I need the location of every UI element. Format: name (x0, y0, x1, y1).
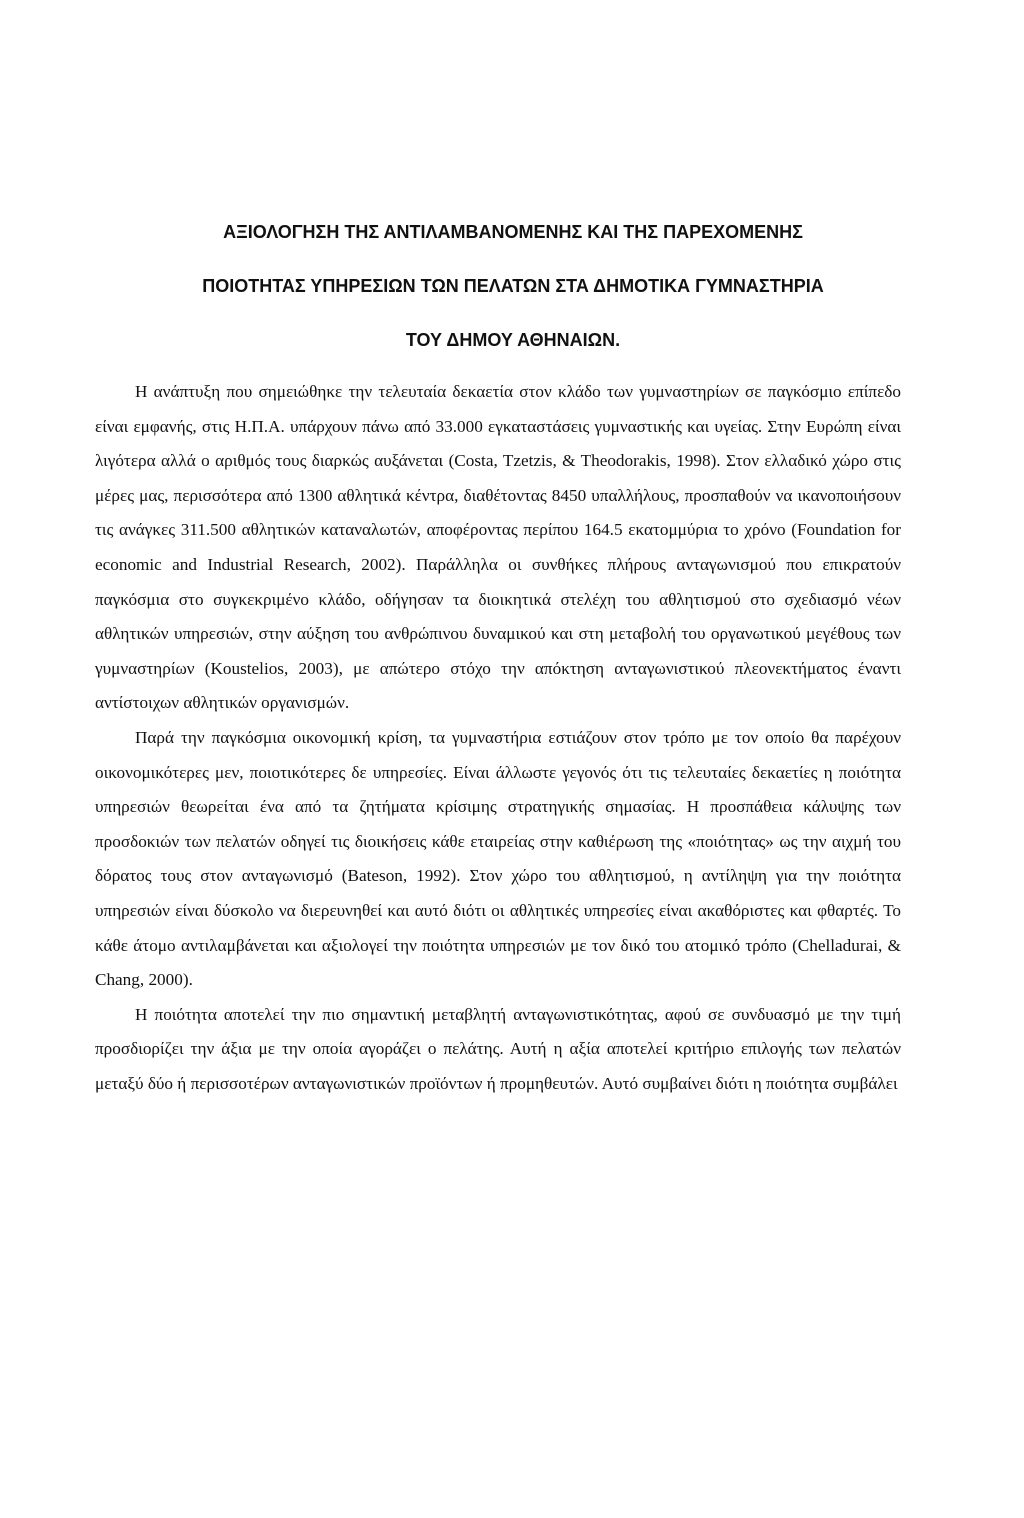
title-line-3: ΤΟΥ ΔΗΜΟΥ ΑΘΗΝΑΙΩΝ. (405, 330, 621, 350)
paragraph-1: Η ανάπτυξη που σημειώθηκε την τελευταία δεκαετία στον κλάδο των γυμναστηρίων σε παγκόσμιο επίπεδο είναι εμφανής, στις Η.Π.Α. υπάρχουν πάνω από 33.000 εγκαταστάσεις γυμναστικής και υγείας. Στην Ευρώπη είναι λιγότερα αλλά ο αριθμός τους διαρκώς αυξάνεται (Costa, Tzetzis, & Theodorakis, 1998). Στον ελλαδικό χώρο στις μέρες μας, περισσότερα από 1300 αθλητικά κέντρα, διαθέτοντας 8450 υπαλλήλους, προσπαθούν να ικανοποιήσουν τις ανάγκες 311.500 αθλητικών καταναλωτών, αποφέροντας περίπου 164.5 εκατομμύρια το χρόνο (Foundation for economic and Industrial Research, 2002). Παράλληλα οι συνθήκες πλήρους ανταγωνισμού που επικρατούν παγκόσμια στο συγκεκριμένο κλάδο, οδήγησαν τα διοικητικά στελέχη του αθλητισμού στο σχεδιασμό νέων αθλητικών υπηρεσιών, στην αύξηση του ανθρώπινου δυναμικού και στη μεταβολή του οργανωτικού μεγέθους των γυμναστηρίων (Koustelios, 2003), με απώτερο στόχο την απόκτηση ανταγωνιστικού πλεονεκτήματος έναντι αντίστοιχων αθλητικών οργανισμών. (95, 382, 901, 713)
title-line-2: ΠΟΙΟΤΗΤΑΣ ΥΠΗΡΕΣΙΩΝ ΤΩΝ ΠΕΛΑΤΩΝ ΣΤΑ ΔΗΜΟΤΙΚΑ ΓΥΜΝΑΣΤΗΡΙΑ (202, 276, 824, 296)
paragraph-3: Η ποιότητα αποτελεί την πιο σημαντική μεταβλητή ανταγωνιστικότητας, αφού σε συνδυασμό με την τιμή προσδιορίζει την άξια με την οποία αγοράζει ο πελάτης. Αυτή η αξία αποτελεί κριτήριο επιλογής των πελατών μεταξύ δύο ή περισσοτέρων ανταγωνιστικών προϊόντων ή προμηθευτών. Αυτό συμβαίνει διότι η ποιότητα συμβάλει (95, 1004, 901, 1093)
title-line-1: ΑΞΙΟΛΟΓΗΣΗ ΤΗΣ ΑΝΤΙΛΑΜΒΑΝΟΜΕΝΗΣ ΚΑΙ ΤΗΣ ΠΑΡΕΧΟΜΕΝΗΣ (223, 222, 803, 242)
document-body (95, 375, 901, 1101)
paragraph-2: Παρά την παγκόσμια οικονομική κρίση, τα γυμναστήρια εστιάζουν στον τρόπο με τον οποίο θα παρέχουν οικονομικότερες μεν, ποιοτικότερες δε υπηρεσίες. Είναι άλλωστε γεγονός ότι τις τελευταίες δεκαετίες η ποιότητα υπηρεσιών θεωρείται ένα από τα ζητήματα κρίσιμης στρατηγικής σημασίας. Η προσπάθεια κάλυψης των προσδοκιών των πελατών οδηγεί τις διοικήσεις κάθε εταιρείας στην καθιέρωση της «ποιότητας» ως την αιχμή του δόρατος τους στον ανταγωνισμό (Bateson, 1992). Στον χώρο του αθλητισμού, η αντίληψη για την ποιότητα υπηρεσιών είναι δύσκολο να διερευνηθεί και αυτό διότι οι αθλητικές υπηρεσίες είναι ακαθόριστες και φθαρτές. Το κάθε άτομο αντιλαμβάνεται και αξιολογεί την ποιότητα υπηρεσιών με τον δικό του ατομικό τρόπο (Chelladurai, & Chang, 2000). (95, 727, 901, 990)
document-title (95, 205, 931, 367)
